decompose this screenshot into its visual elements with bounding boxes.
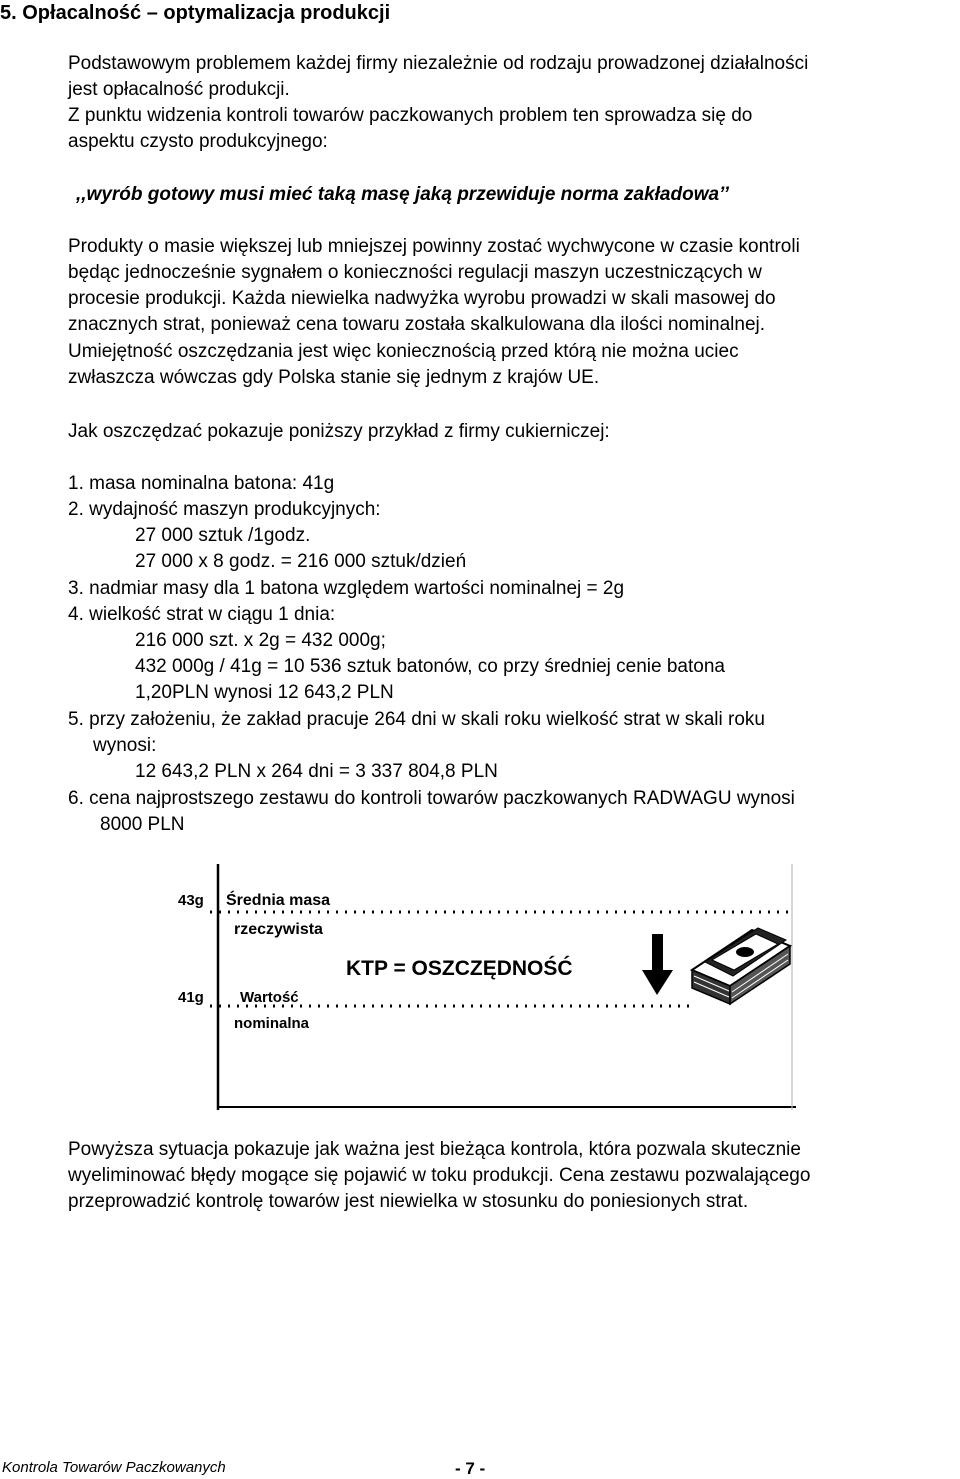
list-item-6: 6. cena najprostszego zestawu do kontroli towarów paczkowanych RADWAGU wynosi bbox=[68, 788, 795, 809]
list-item-4a: 216 000 szt. x 2g = 432 000g; bbox=[135, 630, 386, 651]
list-item-3: 3. nadmiar masy dla 1 batona względem wartości nominalnej = 2g bbox=[68, 578, 625, 599]
intro-line-2: jest opłacalność produkcji. bbox=[68, 79, 290, 100]
list-item-6a: 8000 PLN bbox=[100, 814, 185, 835]
example-intro: Jak oszczędzać pokazuje poniższy przykład z firmy cukierniczej: bbox=[68, 421, 610, 442]
conclusion-line-2: wyeliminować błędy mogące się pojawić w toku produkcji. Cena zestawu pozwalającego bbox=[68, 1165, 811, 1186]
intro-line-3: Z punktu widzenia kontroli towarów paczkowanych problem ten sprowadza się do bbox=[68, 105, 753, 126]
conclusion-line-1: Powyższa sytuacja pokazuje jak ważna jest bieżąca kontrola, która pozwala skutecznie bbox=[68, 1139, 801, 1160]
money-stack-icon bbox=[692, 928, 790, 1004]
list-item-2a: 27 000 sztuk /1godz. bbox=[135, 525, 311, 546]
para2-line-6: zwłaszcza wówczas gdy Polska stanie się jednym z krajów UE. bbox=[68, 367, 600, 388]
avg-mass-label: Średnia masa bbox=[226, 892, 331, 909]
ktp-savings-label: KTP = OSZCZĘDNOŚĆ bbox=[346, 957, 573, 980]
intro-line-1: Podstawowym problemem każdej firmy niezależnie od rodzaju prowadzonej działalności bbox=[68, 53, 809, 74]
list-item-4c: 1,20PLN wynosi 12 643,2 PLN bbox=[135, 682, 394, 703]
nominal-label-2: nominalna bbox=[234, 1015, 310, 1032]
list-item-4b: 432 000g / 41g = 10 536 sztuk batonów, co przy średniej cenie batona bbox=[135, 656, 725, 677]
para2-line-3: procesie produkcji. Każda niewielka nadwyżka wyrobu prowadzi w skali masowej do bbox=[68, 288, 776, 309]
para2-line-2: będąc jednocześnie sygnałem o konieczności regulacji maszyn uczestniczących w bbox=[68, 262, 762, 283]
footer-doc-title: Kontrola Towarów Paczkowanych bbox=[2, 1459, 226, 1476]
conclusion-line-3: przeprowadzić kontrolę towarów jest niewielka w stosunku do poniesionych strat. bbox=[68, 1191, 749, 1212]
page-number: - 7 - bbox=[455, 1459, 486, 1478]
list-item-5a: wynosi: bbox=[93, 735, 157, 756]
label-43g: 43g bbox=[178, 892, 204, 909]
arrow-down-icon bbox=[642, 934, 673, 995]
intro-line-4: aspektu czysto produkcyjnego: bbox=[68, 131, 328, 152]
list-item-2: 2. wydajność maszyn produkcyjnych: bbox=[68, 499, 381, 520]
list-item-2b: 27 000 x 8 godz. = 216 000 sztuk/dzień bbox=[135, 551, 467, 572]
para2-line-5: Umiejętność oszczędzania jest więc koniecznością przed którą nie można uciec bbox=[68, 341, 739, 362]
list-item-1: 1. masa nominalna batona: 41g bbox=[68, 473, 335, 494]
section-title: 5. Opłacalność – optymalizacja produkcji bbox=[0, 2, 391, 24]
nominal-label: Wartość bbox=[240, 989, 299, 1006]
avg-mass-label-2: rzeczywista bbox=[234, 921, 323, 938]
list-item-5b: 12 643,2 PLN x 264 dni = 3 337 804,8 PLN bbox=[135, 761, 498, 782]
quote: ,,wyrób gotowy musi mieć taką masę jaką przewiduje norma zakładowa’’ bbox=[76, 184, 729, 205]
para2-line-4: znacznych strat, ponieważ cena towaru została skalkulowana dla ilości nominalnej. bbox=[68, 314, 766, 335]
label-41g: 41g bbox=[178, 989, 204, 1006]
list-item-4: 4. wielkość strat w ciągu 1 dnia: bbox=[68, 604, 336, 625]
para2-line-1: Produkty o masie większej lub mniejszej powinny zostać wychwycone w czasie kontroli bbox=[68, 236, 800, 257]
list-item-5: 5. przy założeniu, że zakład pracuje 264 dni w skali roku wielkość strat w skali roku bbox=[68, 709, 765, 730]
